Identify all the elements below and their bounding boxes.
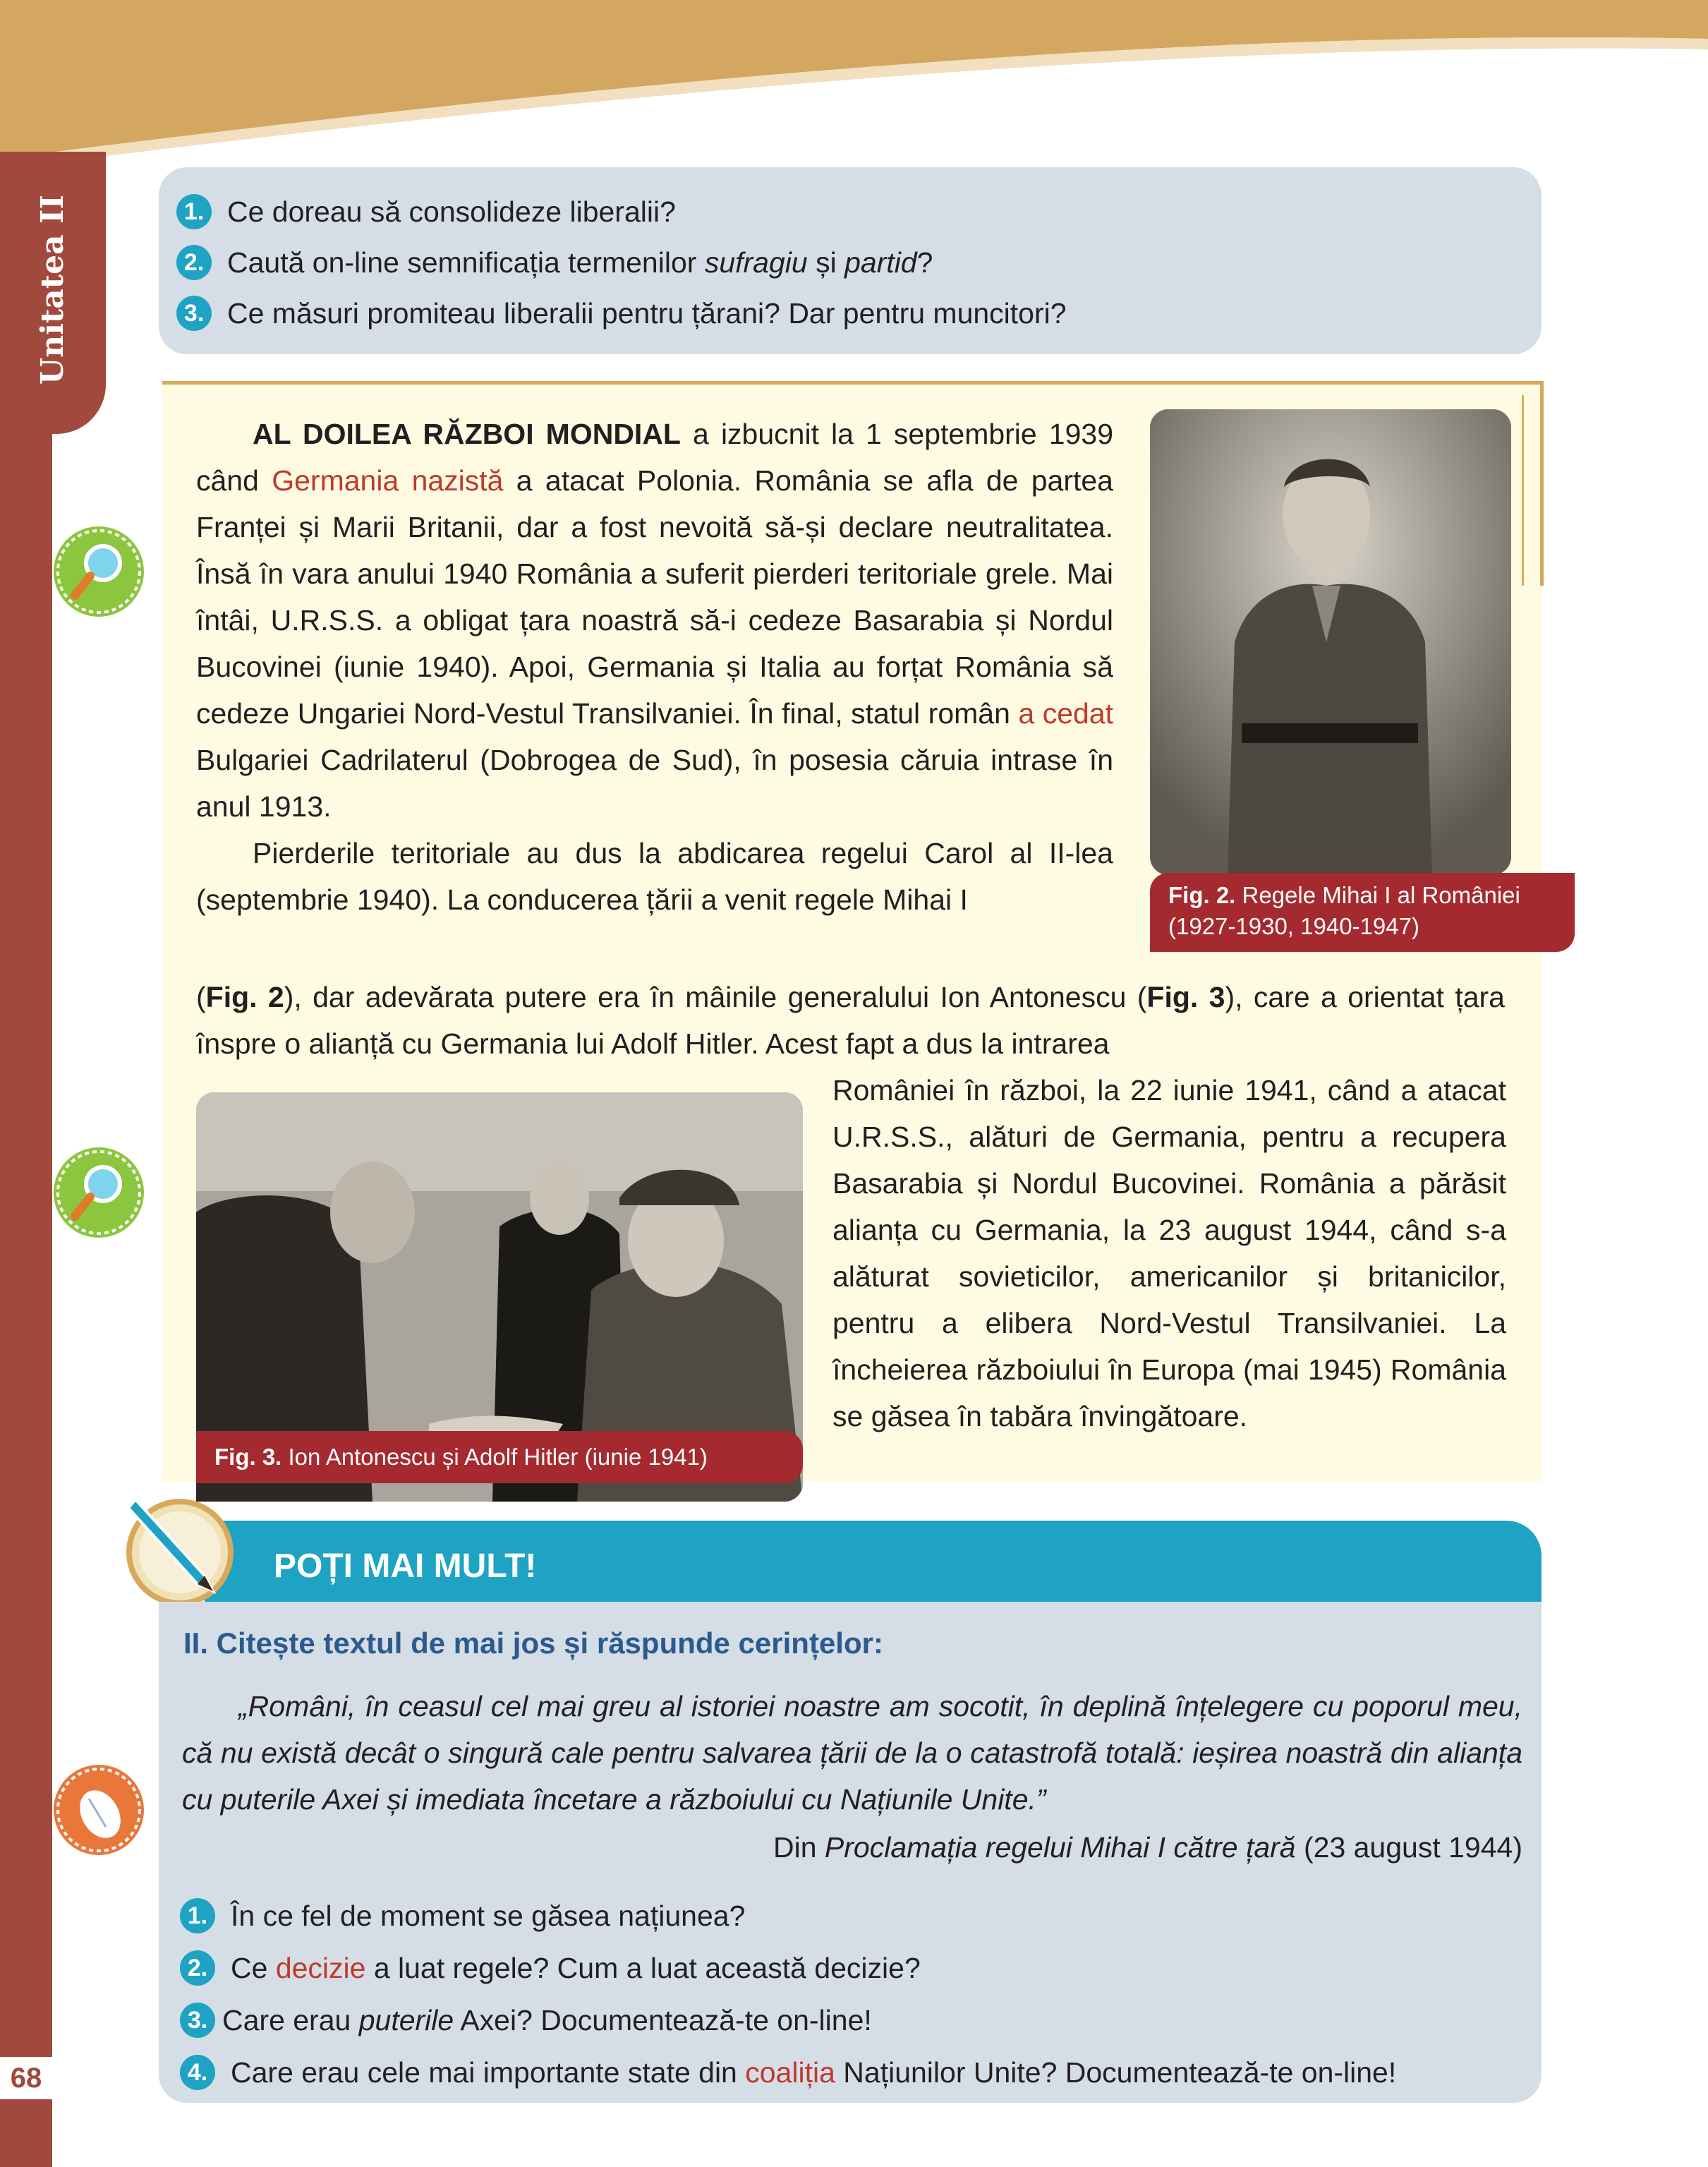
question-text: Ce decizie a luat regele? Cum a luat această decizie? [231,1951,921,1984]
question-item [180,1994,1534,2046]
frame-corner [1524,381,1544,586]
question-number: 1. [180,1898,215,1933]
king-mihai-photo [1150,409,1511,875]
question-number: 3. [180,2003,215,2038]
question-text: În ce fel de moment se găsea națiunea? [231,1899,746,1932]
pencil-icon [120,1485,240,1605]
paragraph: României în război, la 22 iunie 1941, când a atacat U.R.S.S., alături de Germania, pentru a recupera Basarabia și Nordul Bucovinei. România a părăsit alianța cu Germania, la 23 august 1944, când s-a alăturat sovieticilor, americanilor și britanicilor, pentru a elibera Nord-Vestul Transilvaniei. La încheierea războiului în Europa (mai 1945) România se găsea în tabăra învingătoare. [832,1074,1506,1432]
frame-corner [1517,395,1524,586]
question-number: 2. [180,1950,215,1986]
question-text: Ce măsuri promiteau liberalii pentru țărani? Dar pentru muncitori? [227,296,1067,330]
question-item [176,237,1520,288]
paragraph: AL DOILEA RĂZBOI MONDIAL a izbucnit la 1 septembrie 1939 când Germania nazistă a atacat Polonia. România se afla de partea Franței și Marii Britanii, dar a fost nevoită să-și declare neutralitatea. Însă în vara anului 1940 România a suferit pierderi teritoriale grele. Mai întâi, U.R.S.S. a obligat țara noastră să-i cedeze Basarabia și Nordul Bucovinei (iunie 1940). Apoi, Germania și Italia au forțat România să cedeze Ungariei Nord-Vestul Transilvaniei. În final, statul român a cedat Bulgariei Cadrilaterul (Dobrogea de Sud), în posesia căruia intrase în anul 1913. [196,418,1114,823]
question-number: 2. [176,245,212,280]
question-item [176,186,1520,237]
paragraph: (Fig. 2), dar adevărata putere era în mâinile generalului Ion Antonescu (Fig. 3), care a orientat țara înspre o alianță cu Germania lui Adolf Hitler. Acest fapt a dus la intrarea [196,981,1505,1060]
paragraph: Pierderile teritoriale au dus la abdicarea regelui Carol al II-lea (septembrie 1940). La conducerea țării a venit regele Mihai I [196,837,1113,916]
fig3-caption: Fig. 3. Ion Antonescu și Adolf Hitler (iunie 1941) [196,1431,803,1483]
quote-source: Din Proclamația regelui Mihai I către țară (23 august 1944) [773,1831,1522,1864]
question-item [176,288,1520,339]
more-section-title: POȚI MAI MULT! [274,1547,537,1585]
question-text: Caută on-line semnificația termenilor sufragiu și partid? [227,246,933,279]
question-item [180,1890,1534,1942]
page-number: 68 [0,2057,52,2099]
question-number: 4. [180,2055,215,2090]
magnifier-icon [49,522,148,621]
main-text-wide [196,974,1505,1067]
unit-label: Unitatea II [35,194,71,385]
question-number: 1. [176,194,212,229]
top-wave-decoration [0,0,1708,169]
question-item [180,2046,1534,2099]
question-number: 3. [176,296,212,331]
mouse-icon [49,1761,148,1859]
question-text: Ce doreau să consolideze liberalii? [227,195,676,228]
question-text: Care erau cele mai importante state din coaliția Națiunilor Unite? Documentează-te on-line! [231,2056,1397,2089]
left-side-band [0,152,52,2167]
question-item [180,1942,1534,1994]
more-section-heading: II. Citește textul de mai jos și răspunde cerințelor: [183,1626,883,1660]
fig2-caption: Fig. 2. Regele Mihai I al României (1927-1930, 1940-1947) [1150,873,1575,952]
more-questions-list [180,1890,1534,2099]
question-text: Care erau puterile Axei? Documentează-te on-line! [222,2003,872,2036]
top-questions-box [159,167,1542,354]
main-text-right-column [832,1067,1506,1439]
magnifier-icon [49,1143,148,1242]
main-text-column [196,411,1113,923]
portrait-illustration [1150,409,1511,875]
proclamation-quote: „Români, în ceasul cel mai greu al istoriei noastre am socotit, în deplină înțelegere cu poporul meu, că nu există decât o singură cale pentru salvarea țării de la o catastrofă totală: ieșirea noastră din alianța cu puterile Axei și imediata încetare a războiului cu Națiunile Unite.” [182,1690,1522,1816]
